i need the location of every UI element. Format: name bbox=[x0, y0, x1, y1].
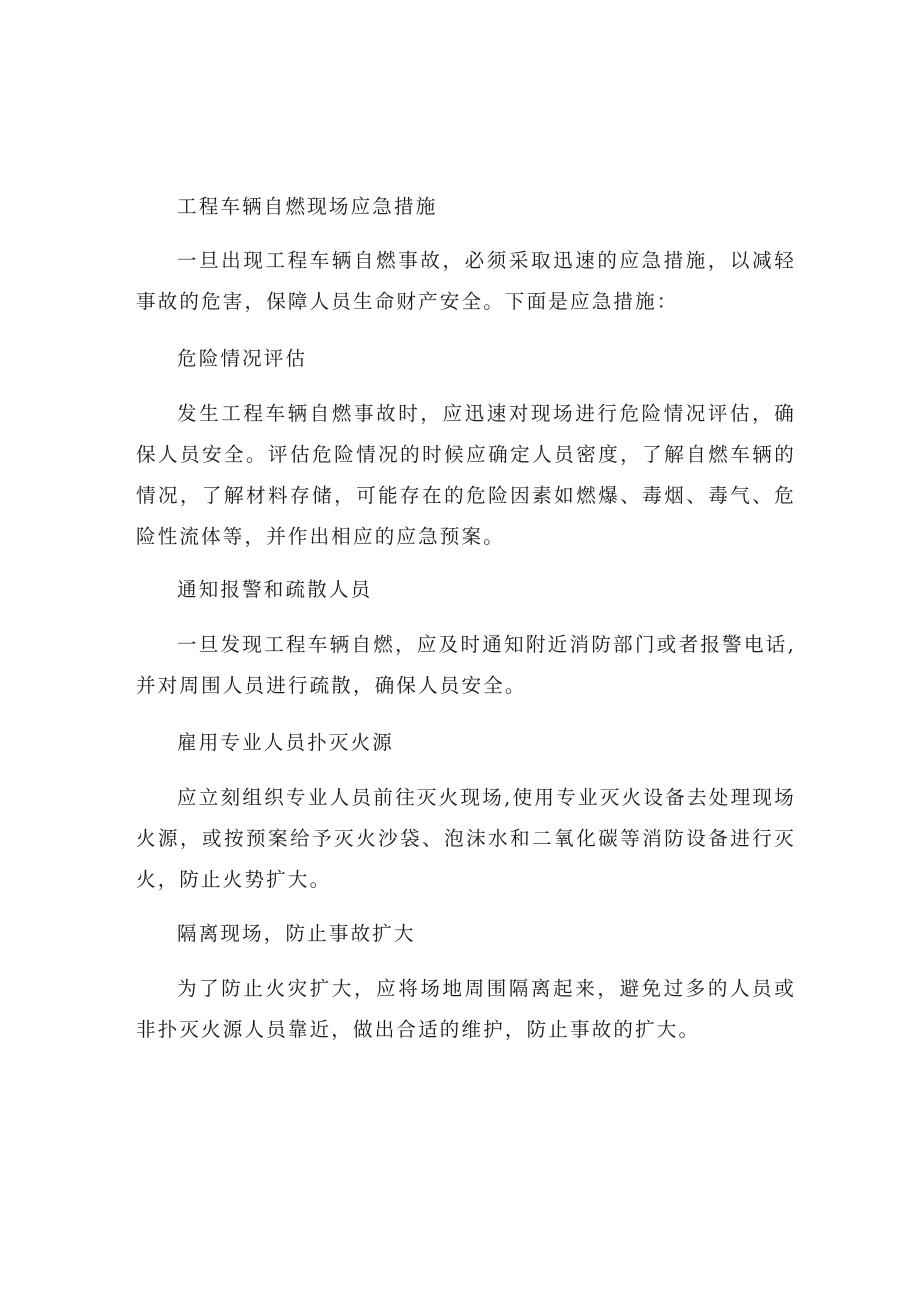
intro-paragraph: 一旦出现工程车辆自燃事故，必须采取迅速的应急措施，以减轻事故的危害，保障人员生命财产安全。下面是应急措施： bbox=[136, 249, 796, 313]
section-body-fire-fighting: 应立刻组织专业人员前往灭火现场,使用专业灭火设备去处理现场火源，或按预案给予灭火沙袋、泡沫水和二氧化碳等消防设备进行灭火，防止火势扩大。 bbox=[136, 786, 796, 891]
section-body-isolation: 为了防止火灾扩大，应将场地周围隔离起来，避免过多的人员或非扑灭火源人员靠近，做出合适的维护，防止事故的扩大。 bbox=[136, 977, 796, 1041]
document-title: 工程车辆自燃现场应急措施 bbox=[177, 195, 438, 218]
section-heading-fire-fighting: 雇用专业人员扑灭火源 bbox=[177, 731, 395, 754]
section-heading-isolation: 隔离现场，防止事故扩大 bbox=[177, 922, 416, 945]
section-body-risk-assessment: 发生工程车辆自燃事故时，应迅速对现场进行危险情况评估，确保人员安全。评估危险情况的时候应确定人员密度，了解自燃车辆的情况，了解材料存储，可能存在的危险因素如燃爆、毒烟、毒气、危险性流体等，并作出相应的应急预案。 bbox=[136, 402, 796, 548]
section-heading-risk-assessment: 危险情况评估 bbox=[177, 347, 308, 370]
section-heading-alarm-evacuation: 通知报警和疏散人员 bbox=[177, 578, 373, 601]
section-body-alarm-evacuation: 一旦发现工程车辆自燃，应及时通知附近消防部门或者报警电话,并对周围人员进行疏散，确保人员安全。 bbox=[136, 633, 796, 697]
